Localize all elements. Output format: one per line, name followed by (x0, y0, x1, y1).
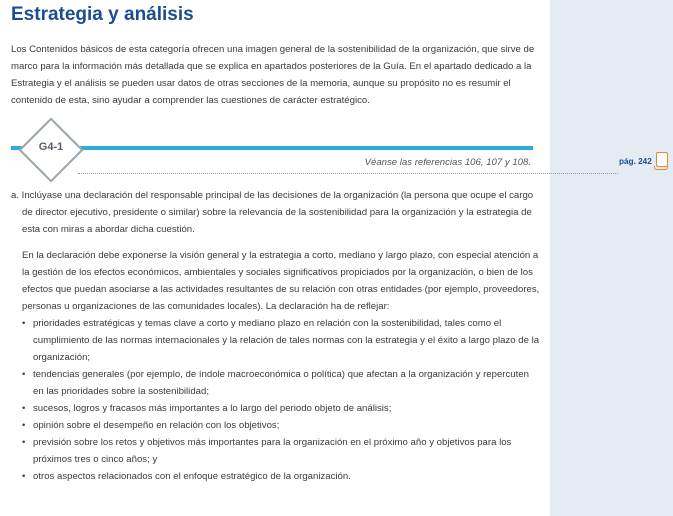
intro-paragraph: Los Contenidos básicos de esta categoría ofrecen una imagen general de la sostenibilidad de la organización, que sirve de marco para la información más detallada que se explica en apartados posteriores de la Guía. En el apartado dedicado a la Estrategia y el análisis se pueden usar datos de otras secciones de la memoria, aunque su propósito no es resumir el contenido de esta, sino ayudar a comprender las cuestiones de carácter estratégico. (11, 44, 535, 106)
references-note: Véanse las referencias 106, 107 y 108. (364, 157, 531, 168)
item-a-text: a. Inclúyase una declaración del responsable principal de las decisiones de la organización (la persona que ocupe el cargo de director ejecutivo, presidente o similar) sobre la relevancia de la sostenibilidad para la organización y la estrategia de esta con miras a abordar dicha cuestión. (11, 190, 534, 235)
dotted-leader (78, 173, 618, 174)
list-item: • opinión sobre el desempeño en relación con los objetivos; (22, 417, 541, 434)
list-item: • previsión sobre los retos y objetivos más importantes para la organización en el próximo año y objetivos para los próximos tres o cinco años; y (22, 434, 541, 468)
content-body (11, 187, 541, 485)
page-reference-link[interactable]: pág. 242 (619, 157, 652, 166)
list-item: • otros aspectos relacionados con el enfoque estratégico de la organización. (22, 468, 541, 485)
list-item: • sucesos, logros y fracasos más importantes a lo largo del periodo objeto de análisis; (22, 400, 541, 417)
list-item: • tendencias generales (por ejemplo, de índole macroeconómica o política) que afectan a la organización y repercuten en las prioridades sobre la sostenibilidad; (22, 366, 541, 400)
statement-paragraph: En la declaración debe exponerse la visión general y la estrategia a corto, mediano y largo plazo, con especial atención a la gestión de los efectos económicos, ambientales y sociales significativos propiciados por la organización, o bien de los efectos que puedan asociarse a las actividades resultantes de su relación con otras entidades (por ejemplo, proveedores, personas u organizaciones de las comunidades locales). La declaración ha de reflejar: (22, 250, 540, 312)
document-icon[interactable] (656, 152, 668, 167)
right-margin-sidebar (550, 0, 673, 516)
indicator-code: G4-1 (38, 141, 64, 153)
page-title: Estrategia y análisis (11, 4, 194, 25)
section-divider (11, 146, 533, 150)
list-item: • prioridades estratégicas y temas clave a corto y mediano plazo en relación con la sostenibilidad, tales como el cumplimiento de las normas internacionales y la relación de tales normas con la estrategia y el éxito a largo plazo de la organización; (22, 315, 541, 366)
bullet-list (11, 315, 541, 485)
